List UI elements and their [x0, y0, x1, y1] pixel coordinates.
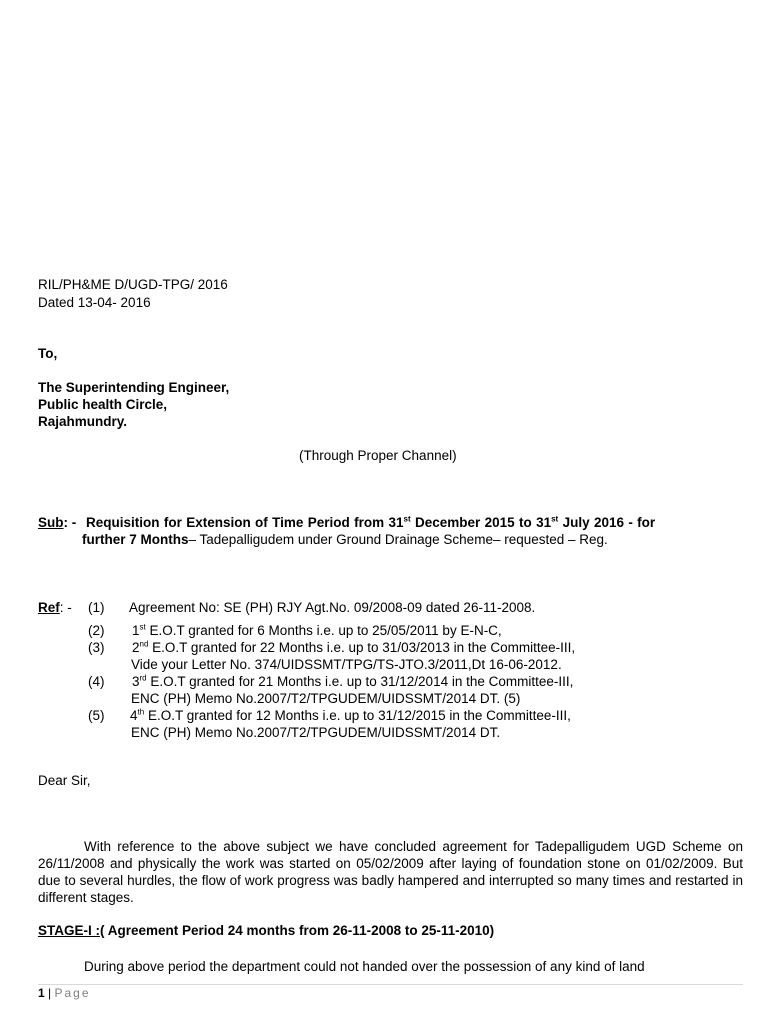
- recipient-line-3: Rajahmundry.: [38, 414, 128, 429]
- ref-item-4-line-2: ENC (PH) Memo No.2007/T2/TPGUDEM/UIDSSMT/2014 DT. (5): [131, 691, 521, 706]
- ref-item-1-text: Agreement No: SE (PH) RJY Agt.No. 09/2008-09 dated 26-11-2008.: [129, 600, 536, 615]
- footer-rule: [38, 984, 743, 985]
- ref-item-3-line-2: Vide your Letter No. 374/UIDSSMT/TPG/TS-JTO.3/2011,Dt 16-06-2012.: [131, 657, 562, 672]
- ref-item-3-text: 2nd E.O.T granted for 22 Months i.e. up to 31/03/2013 in the Committee-III,: [132, 639, 576, 655]
- subject-colon: : -: [63, 515, 77, 530]
- stage-heading: STAGE-I :( Agreement Period 24 months from 26-11-2008 to 25-11-2010): [38, 923, 495, 938]
- subject-line-2: further 7 Months– Tadepalligudem under Ground Drainage Scheme– requested – Reg.: [82, 532, 608, 547]
- letter-reference-number: RIL/PH&ME D/UGD-TPG/ 2016: [38, 277, 228, 292]
- ref-item-5-num: (5): [88, 708, 105, 723]
- salutation: Dear Sir,: [38, 773, 91, 788]
- to-label: To,: [38, 346, 58, 361]
- ref-item-4-text: 3rd E.O.T granted for 21 Months i.e. up to 31/12/2014 in the Committee-III,: [132, 673, 574, 689]
- letter-date: Dated 13-04- 2016: [38, 295, 151, 310]
- recipient-line-2: Public health Circle,: [38, 397, 168, 412]
- page-word: Page: [54, 986, 91, 1000]
- through-channel: (Through Proper Channel): [299, 448, 457, 463]
- ref-item-3-num: (3): [88, 640, 105, 655]
- ref-item-2-text: 1st E.O.T granted for 6 Months i.e. up to 25/05/2011 by E-N-C,: [132, 622, 502, 638]
- ref-item-5-text: 4th E.O.T granted for 12 Months i.e. up to 31/12/2015 in the Committee-III,: [130, 707, 571, 723]
- ref-label-line: Ref: -: [38, 600, 72, 615]
- ref-item-1-num: (1): [88, 600, 105, 615]
- recipient-line-1: The Superintending Engineer,: [38, 380, 230, 395]
- ref-item-2-num: (2): [88, 623, 105, 638]
- ref-item-4-num: (4): [88, 674, 105, 689]
- body-paragraph-2: During above period the department could not handed over the possession of any kind of land: [84, 959, 645, 974]
- page-footer: 1 | Page: [38, 986, 91, 1000]
- subject-label-line: [38, 515, 76, 530]
- subject-line-1: Requisition for Extension of Time Period from 31st December 2015 to 31st July 2016 - for: [86, 514, 656, 530]
- ref-item-5-line-2: ENC (PH) Memo No.2007/T2/TPGUDEM/UIDSSMT/2014 DT.: [131, 725, 501, 740]
- page-number: 1: [38, 986, 45, 1000]
- body-paragraph-1: With reference to the above subject we have concluded agreement for Tadepalligudem UGD Scheme on 26/11/2008 and physically the work was started on 05/02/2009 after laying of foundation stone on 01/02/2009. But due to several hurdles, the flow of work progress was badly hampered and interrupted so many times and restarted in different stages.: [38, 839, 743, 905]
- ref-label: Ref: [38, 600, 60, 615]
- subject-label: Sub: [38, 515, 64, 530]
